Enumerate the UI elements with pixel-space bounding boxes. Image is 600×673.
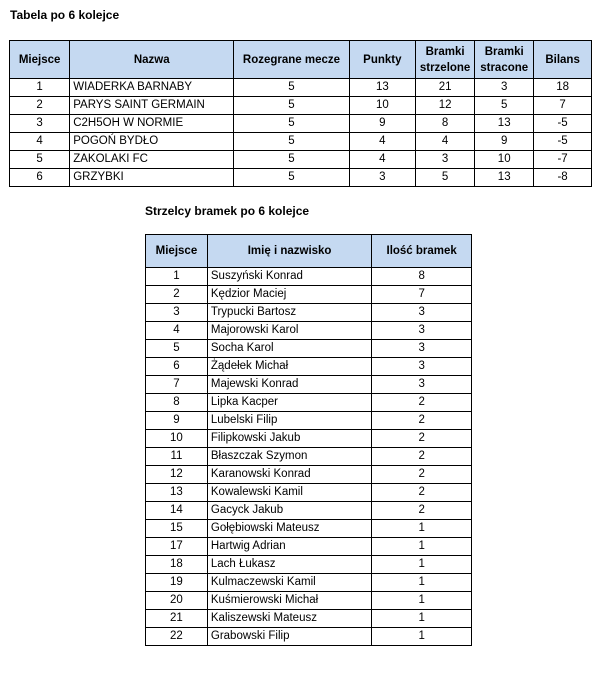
table-row [10,115,592,133]
cell-imie-i-nazwisko: Kędzior Maciej [207,286,371,304]
cell-imie-i-nazwisko: Socha Karol [207,340,371,358]
cell-miejsce: 1 [10,79,70,97]
header-miejsce: Miejsce [10,41,70,79]
cell-miejsce: 21 [146,610,208,628]
cell-nazwa: ZAKOLAKI FC [70,151,234,169]
cell-ilosc-bramek: 2 [372,484,472,502]
cell-ilosc-bramek: 2 [372,430,472,448]
cell-bramki-strzelone: 21 [415,79,474,97]
cell-ilosc-bramek: 3 [372,304,472,322]
cell-miejsce: 14 [146,502,208,520]
cell-ilosc-bramek: 8 [372,268,472,286]
cell-rozegrane-mecze: 5 [234,169,349,187]
cell-imie-i-nazwisko: Błaszczak Szymon [207,448,371,466]
cell-nazwa: GRZYBKI [70,169,234,187]
table-row [146,340,472,358]
cell-miejsce: 15 [146,520,208,538]
cell-bramki-stracone: 10 [475,151,534,169]
cell-rozegrane-mecze: 5 [234,115,349,133]
cell-ilosc-bramek: 1 [372,574,472,592]
cell-bilans: 18 [534,79,592,97]
header-bramki-stracone: Bramki stracone [475,41,534,79]
table-row [146,412,472,430]
cell-ilosc-bramek: 2 [372,448,472,466]
cell-ilosc-bramek: 3 [372,322,472,340]
cell-imie-i-nazwisko: Hartwig Adrian [207,538,371,556]
cell-miejsce: 2 [146,286,208,304]
cell-imie-i-nazwisko: Suszyński Konrad [207,268,371,286]
cell-imie-i-nazwisko: Kulmaczewski Kamil [207,574,371,592]
cell-ilosc-bramek: 1 [372,628,472,646]
cell-imie-i-nazwisko: Majorowski Karol [207,322,371,340]
cell-imie-i-nazwisko: Trypucki Bartosz [207,304,371,322]
table-row [146,484,472,502]
cell-imie-i-nazwisko: Kowalewski Kamil [207,484,371,502]
cell-ilosc-bramek: 3 [372,340,472,358]
table-row [146,268,472,286]
cell-punkty: 10 [349,97,415,115]
cell-miejsce: 5 [146,340,208,358]
cell-imie-i-nazwisko: Majewski Konrad [207,376,371,394]
cell-punkty: 9 [349,115,415,133]
table-row [146,538,472,556]
cell-bramki-stracone: 13 [475,169,534,187]
scorers-table [145,234,472,646]
header-ilosc-bramek: Ilość bramek [372,235,472,268]
cell-miejsce: 5 [10,151,70,169]
cell-miejsce: 18 [146,556,208,574]
table-row [146,430,472,448]
scorers-header-row [146,235,472,268]
cell-bilans: 7 [534,97,592,115]
cell-bramki-stracone: 13 [475,115,534,133]
standings-table [9,40,592,187]
cell-punkty: 3 [349,169,415,187]
cell-miejsce: 3 [146,304,208,322]
cell-ilosc-bramek: 2 [372,466,472,484]
cell-bramki-stracone: 3 [475,79,534,97]
cell-imie-i-nazwisko: Gacyck Jakub [207,502,371,520]
scorers-title: Strzelcy bramek po 6 kolejce [145,204,310,218]
cell-punkty: 13 [349,79,415,97]
cell-punkty: 4 [349,133,415,151]
cell-rozegrane-mecze: 5 [234,97,349,115]
cell-miejsce: 2 [10,97,70,115]
cell-miejsce: 22 [146,628,208,646]
table-row [146,610,472,628]
cell-imie-i-nazwisko: Kuśmierowski Michał [207,592,371,610]
cell-ilosc-bramek: 1 [372,520,472,538]
cell-bramki-strzelone: 12 [415,97,474,115]
cell-ilosc-bramek: 1 [372,556,472,574]
table-row [146,520,472,538]
table-row [146,394,472,412]
cell-rozegrane-mecze: 5 [234,79,349,97]
cell-bramki-stracone: 9 [475,133,534,151]
cell-miejsce: 17 [146,538,208,556]
cell-bramki-stracone: 5 [475,97,534,115]
cell-miejsce: 19 [146,574,208,592]
cell-bramki-strzelone: 8 [415,115,474,133]
cell-imie-i-nazwisko: Żądełek Michał [207,358,371,376]
cell-bramki-strzelone: 4 [415,133,474,151]
table-row [10,133,592,151]
cell-imie-i-nazwisko: Lubelski Filip [207,412,371,430]
table-row [146,502,472,520]
cell-nazwa: PARYS SAINT GERMAIN [70,97,234,115]
cell-imie-i-nazwisko: Gołębiowski Mateusz [207,520,371,538]
cell-miejsce: 10 [146,430,208,448]
cell-ilosc-bramek: 3 [372,358,472,376]
header-nazwa: Nazwa [70,41,234,79]
cell-ilosc-bramek: 3 [372,376,472,394]
header-bramki-strzelone: Bramki strzelone [415,41,474,79]
table-row [10,169,592,187]
cell-miejsce: 3 [10,115,70,133]
cell-ilosc-bramek: 1 [372,610,472,628]
header-punkty: Punkty [349,41,415,79]
table-row [146,358,472,376]
table-row [10,97,592,115]
cell-imie-i-nazwisko: Lach Łukasz [207,556,371,574]
cell-miejsce: 8 [146,394,208,412]
table-row [146,286,472,304]
cell-rozegrane-mecze: 5 [234,151,349,169]
table-row [146,304,472,322]
cell-ilosc-bramek: 7 [372,286,472,304]
table-row [146,322,472,340]
cell-miejsce: 13 [146,484,208,502]
table-row [146,556,472,574]
table-row [146,628,472,646]
cell-miejsce: 6 [146,358,208,376]
cell-miejsce: 20 [146,592,208,610]
standings-title: Tabela po 6 kolejce [10,8,120,22]
cell-imie-i-nazwisko: Lipka Kacper [207,394,371,412]
cell-bramki-strzelone: 3 [415,151,474,169]
cell-miejsce: 1 [146,268,208,286]
header-imie-i-nazwisko: Imię i nazwisko [207,235,371,268]
cell-imie-i-nazwisko: Grabowski Filip [207,628,371,646]
cell-nazwa: C2H5OH W NORMIE [70,115,234,133]
table-row [146,448,472,466]
cell-bilans: -5 [534,133,592,151]
table-row [146,574,472,592]
header-miejsce: Miejsce [146,235,208,268]
cell-nazwa: POGOŃ BYDŁO [70,133,234,151]
cell-bramki-strzelone: 5 [415,169,474,187]
cell-bilans: -5 [534,115,592,133]
header-bilans: Bilans [534,41,592,79]
table-row [146,376,472,394]
cell-miejsce: 7 [146,376,208,394]
cell-imie-i-nazwisko: Kaliszewski Mateusz [207,610,371,628]
cell-imie-i-nazwisko: Filipkowski Jakub [207,430,371,448]
cell-rozegrane-mecze: 5 [234,133,349,151]
cell-miejsce: 4 [146,322,208,340]
cell-punkty: 4 [349,151,415,169]
table-row [146,592,472,610]
cell-bilans: -8 [534,169,592,187]
cell-miejsce: 4 [10,133,70,151]
table-row [10,151,592,169]
standings-header-row [10,41,592,79]
cell-ilosc-bramek: 2 [372,412,472,430]
cell-nazwa: WIADERKA BARNABY [70,79,234,97]
cell-miejsce: 11 [146,448,208,466]
cell-ilosc-bramek: 2 [372,394,472,412]
cell-ilosc-bramek: 2 [372,502,472,520]
table-row [146,466,472,484]
cell-miejsce: 6 [10,169,70,187]
cell-bilans: -7 [534,151,592,169]
cell-miejsce: 12 [146,466,208,484]
cell-ilosc-bramek: 1 [372,592,472,610]
table-row [10,79,592,97]
cell-imie-i-nazwisko: Karanowski Konrad [207,466,371,484]
cell-miejsce: 9 [146,412,208,430]
header-rozegrane-mecze: Rozegrane mecze [234,41,349,79]
cell-ilosc-bramek: 1 [372,538,472,556]
